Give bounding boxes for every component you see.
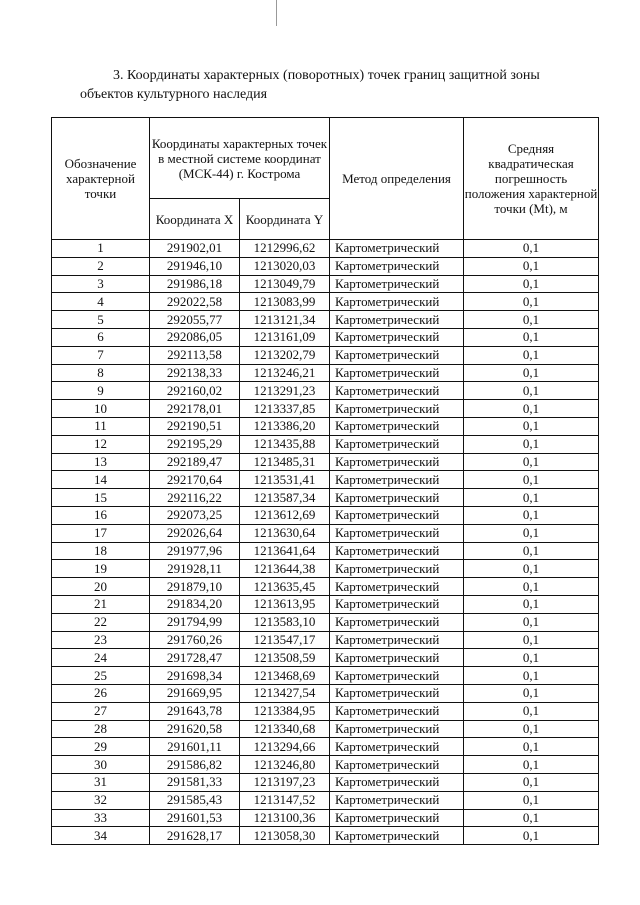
point-number: 25	[52, 667, 150, 685]
coord-y: 1213485,31	[240, 453, 330, 471]
method-cell: Картометрический	[330, 400, 464, 418]
error-cell: 0,1	[464, 613, 599, 631]
coord-x: 292138,33	[150, 364, 240, 382]
table-row	[52, 328, 599, 346]
point-number: 14	[52, 471, 150, 489]
error-cell: 0,1	[464, 809, 599, 827]
table-row	[52, 240, 599, 258]
point-number: 30	[52, 756, 150, 774]
coord-y: 1213020,03	[240, 257, 330, 275]
table-row	[52, 524, 599, 542]
coord-x: 291585,43	[150, 791, 240, 809]
method-cell: Картометрический	[330, 827, 464, 845]
error-cell: 0,1	[464, 738, 599, 756]
error-cell: 0,1	[464, 453, 599, 471]
coord-y: 1213291,23	[240, 382, 330, 400]
coord-x: 291601,11	[150, 738, 240, 756]
coord-y: 1213435,88	[240, 435, 330, 453]
coord-y: 1213612,69	[240, 506, 330, 524]
table-row	[52, 506, 599, 524]
error-cell: 0,1	[464, 773, 599, 791]
coord-x: 291581,33	[150, 773, 240, 791]
method-cell: Картометрический	[330, 417, 464, 435]
table-row	[52, 827, 599, 845]
error-cell: 0,1	[464, 756, 599, 774]
point-number: 2	[52, 257, 150, 275]
point-number: 7	[52, 346, 150, 364]
coord-x: 292189,47	[150, 453, 240, 471]
point-number: 17	[52, 524, 150, 542]
coord-x: 292055,77	[150, 311, 240, 329]
coord-y: 1213197,23	[240, 773, 330, 791]
coord-x: 291669,95	[150, 684, 240, 702]
point-number: 5	[52, 311, 150, 329]
coord-x: 292178,01	[150, 400, 240, 418]
point-number: 31	[52, 773, 150, 791]
point-number: 12	[52, 435, 150, 453]
error-cell: 0,1	[464, 489, 599, 507]
method-cell: Картометрический	[330, 702, 464, 720]
coord-x: 292190,51	[150, 417, 240, 435]
error-cell: 0,1	[464, 702, 599, 720]
method-cell: Картометрический	[330, 524, 464, 542]
table-row	[52, 809, 599, 827]
coord-x: 291601,53	[150, 809, 240, 827]
table-row	[52, 595, 599, 613]
method-cell: Картометрический	[330, 560, 464, 578]
method-cell: Картометрический	[330, 382, 464, 400]
coord-x: 291728,47	[150, 649, 240, 667]
coord-y: 1213613,95	[240, 595, 330, 613]
error-cell: 0,1	[464, 435, 599, 453]
point-number: 8	[52, 364, 150, 382]
table-row	[52, 400, 599, 418]
point-number: 28	[52, 720, 150, 738]
point-number: 34	[52, 827, 150, 845]
error-cell: 0,1	[464, 578, 599, 596]
coord-x: 291879,10	[150, 578, 240, 596]
error-cell: 0,1	[464, 560, 599, 578]
coord-y: 1213583,10	[240, 613, 330, 631]
coord-x: 292022,58	[150, 293, 240, 311]
point-number: 3	[52, 275, 150, 293]
error-cell: 0,1	[464, 791, 599, 809]
coord-y: 1213587,34	[240, 489, 330, 507]
coord-x: 291586,82	[150, 756, 240, 774]
method-cell: Картометрический	[330, 773, 464, 791]
coord-y: 1213468,69	[240, 667, 330, 685]
method-cell: Картометрический	[330, 809, 464, 827]
method-cell: Картометрический	[330, 346, 464, 364]
table-row	[52, 382, 599, 400]
coord-y: 1213246,80	[240, 756, 330, 774]
table-body	[52, 240, 599, 845]
coord-y: 1213337,85	[240, 400, 330, 418]
method-cell: Картометрический	[330, 542, 464, 560]
error-cell: 0,1	[464, 275, 599, 293]
method-cell: Картометрический	[330, 720, 464, 738]
table-row	[52, 791, 599, 809]
error-cell: 0,1	[464, 240, 599, 258]
error-cell: 0,1	[464, 827, 599, 845]
coord-y: 1213644,38	[240, 560, 330, 578]
method-cell: Картометрический	[330, 506, 464, 524]
coord-y: 1213058,30	[240, 827, 330, 845]
header-x: Координата X	[150, 199, 240, 240]
coord-y: 1213384,95	[240, 702, 330, 720]
error-cell: 0,1	[464, 400, 599, 418]
coord-x: 291628,17	[150, 827, 240, 845]
error-cell: 0,1	[464, 524, 599, 542]
section-heading-line2: объектов культурного наследия	[80, 87, 268, 102]
point-number: 10	[52, 400, 150, 418]
table-row	[52, 667, 599, 685]
error-cell: 0,1	[464, 649, 599, 667]
point-number: 22	[52, 613, 150, 631]
coord-y: 1213049,79	[240, 275, 330, 293]
method-cell: Картометрический	[330, 328, 464, 346]
coord-y: 1213246,21	[240, 364, 330, 382]
table-row	[52, 738, 599, 756]
section-heading	[80, 66, 600, 104]
coord-y: 1213427,54	[240, 684, 330, 702]
coord-y: 1213547,17	[240, 631, 330, 649]
coord-y: 1213531,41	[240, 471, 330, 489]
error-cell: 0,1	[464, 506, 599, 524]
method-cell: Картометрический	[330, 275, 464, 293]
method-cell: Картометрический	[330, 257, 464, 275]
method-cell: Картометрический	[330, 293, 464, 311]
method-cell: Картометрический	[330, 667, 464, 685]
point-number: 27	[52, 702, 150, 720]
coord-y: 1213121,34	[240, 311, 330, 329]
point-number: 11	[52, 417, 150, 435]
point-number: 6	[52, 328, 150, 346]
coord-y: 1213083,99	[240, 293, 330, 311]
error-cell: 0,1	[464, 364, 599, 382]
point-number: 15	[52, 489, 150, 507]
coord-y: 1213147,52	[240, 791, 330, 809]
error-cell: 0,1	[464, 382, 599, 400]
table-row	[52, 275, 599, 293]
table-row	[52, 649, 599, 667]
table-row	[52, 293, 599, 311]
error-cell: 0,1	[464, 542, 599, 560]
table-row	[52, 471, 599, 489]
coord-x: 291794,99	[150, 613, 240, 631]
table-row	[52, 542, 599, 560]
method-cell: Картометрический	[330, 595, 464, 613]
coord-x: 292073,25	[150, 506, 240, 524]
coord-x: 292116,22	[150, 489, 240, 507]
point-number: 33	[52, 809, 150, 827]
coord-x: 291946,10	[150, 257, 240, 275]
method-cell: Картометрический	[330, 471, 464, 489]
point-number: 1	[52, 240, 150, 258]
section-heading-line1: 3. Координаты характерных (поворотных) точек границ защитной зоны	[113, 68, 540, 83]
method-cell: Картометрический	[330, 311, 464, 329]
point-number: 18	[52, 542, 150, 560]
table-row	[52, 453, 599, 471]
point-number: 4	[52, 293, 150, 311]
coord-x: 291834,20	[150, 595, 240, 613]
point-number: 26	[52, 684, 150, 702]
error-cell: 0,1	[464, 346, 599, 364]
coord-x: 292170,64	[150, 471, 240, 489]
method-cell: Картометрический	[330, 240, 464, 258]
coord-y: 1213635,45	[240, 578, 330, 596]
point-number: 29	[52, 738, 150, 756]
point-number: 9	[52, 382, 150, 400]
method-cell: Картометрический	[330, 489, 464, 507]
header-coordinates: Координаты характерных точек в местной системе координат (МСК-44) г. Кострома	[150, 118, 330, 199]
method-cell: Картометрический	[330, 613, 464, 631]
error-cell: 0,1	[464, 417, 599, 435]
method-cell: Картометрический	[330, 364, 464, 382]
header-method: Метод определения	[330, 118, 464, 240]
coord-x: 292160,02	[150, 382, 240, 400]
method-cell: Картометрический	[330, 631, 464, 649]
table-row	[52, 773, 599, 791]
coord-x: 292086,05	[150, 328, 240, 346]
method-cell: Картометрический	[330, 435, 464, 453]
method-cell: Картометрический	[330, 738, 464, 756]
table-row	[52, 631, 599, 649]
page-fold-mark	[276, 0, 277, 26]
coord-x: 291620,58	[150, 720, 240, 738]
point-number: 20	[52, 578, 150, 596]
coord-y: 1212996,62	[240, 240, 330, 258]
error-cell: 0,1	[464, 667, 599, 685]
method-cell: Картометрический	[330, 791, 464, 809]
table-row	[52, 311, 599, 329]
method-cell: Картометрический	[330, 578, 464, 596]
method-cell: Картометрический	[330, 684, 464, 702]
coord-y: 1213340,68	[240, 720, 330, 738]
error-cell: 0,1	[464, 720, 599, 738]
coord-y: 1213294,66	[240, 738, 330, 756]
table-row	[52, 613, 599, 631]
error-cell: 0,1	[464, 595, 599, 613]
coord-y: 1213508,59	[240, 649, 330, 667]
error-cell: 0,1	[464, 471, 599, 489]
header-point: Обозначение характерной точки	[52, 118, 150, 240]
error-cell: 0,1	[464, 257, 599, 275]
table-row	[52, 702, 599, 720]
coord-y: 1213386,20	[240, 417, 330, 435]
coord-y: 1213630,64	[240, 524, 330, 542]
table-row	[52, 720, 599, 738]
table-row	[52, 257, 599, 275]
coord-x: 291977,96	[150, 542, 240, 560]
coord-x: 291760,26	[150, 631, 240, 649]
table-row	[52, 684, 599, 702]
point-number: 19	[52, 560, 150, 578]
table-row	[52, 364, 599, 382]
table-row	[52, 560, 599, 578]
point-number: 24	[52, 649, 150, 667]
table-row	[52, 435, 599, 453]
coordinates-table	[51, 117, 599, 845]
error-cell: 0,1	[464, 684, 599, 702]
point-number: 21	[52, 595, 150, 613]
method-cell: Картометрический	[330, 756, 464, 774]
table-row	[52, 346, 599, 364]
coord-x: 291643,78	[150, 702, 240, 720]
error-cell: 0,1	[464, 311, 599, 329]
coord-y: 1213100,36	[240, 809, 330, 827]
coord-x: 291698,34	[150, 667, 240, 685]
method-cell: Картометрический	[330, 649, 464, 667]
point-number: 13	[52, 453, 150, 471]
error-cell: 0,1	[464, 328, 599, 346]
method-cell: Картометрический	[330, 453, 464, 471]
point-number: 16	[52, 506, 150, 524]
coord-x: 291928,11	[150, 560, 240, 578]
header-y: Координата Y	[240, 199, 330, 240]
error-cell: 0,1	[464, 293, 599, 311]
coord-x: 292113,58	[150, 346, 240, 364]
point-number: 32	[52, 791, 150, 809]
table-row	[52, 489, 599, 507]
coord-x: 292195,29	[150, 435, 240, 453]
header-error: Средняя квадратическая погрешность положения характерной точки (Mt), м	[464, 118, 599, 240]
coord-y: 1213202,79	[240, 346, 330, 364]
coord-x: 291902,01	[150, 240, 240, 258]
table-row	[52, 578, 599, 596]
coord-y: 1213161,09	[240, 328, 330, 346]
error-cell: 0,1	[464, 631, 599, 649]
coord-x: 292026,64	[150, 524, 240, 542]
table-row	[52, 756, 599, 774]
point-number: 23	[52, 631, 150, 649]
table-row	[52, 417, 599, 435]
coord-x: 291986,18	[150, 275, 240, 293]
coord-y: 1213641,64	[240, 542, 330, 560]
